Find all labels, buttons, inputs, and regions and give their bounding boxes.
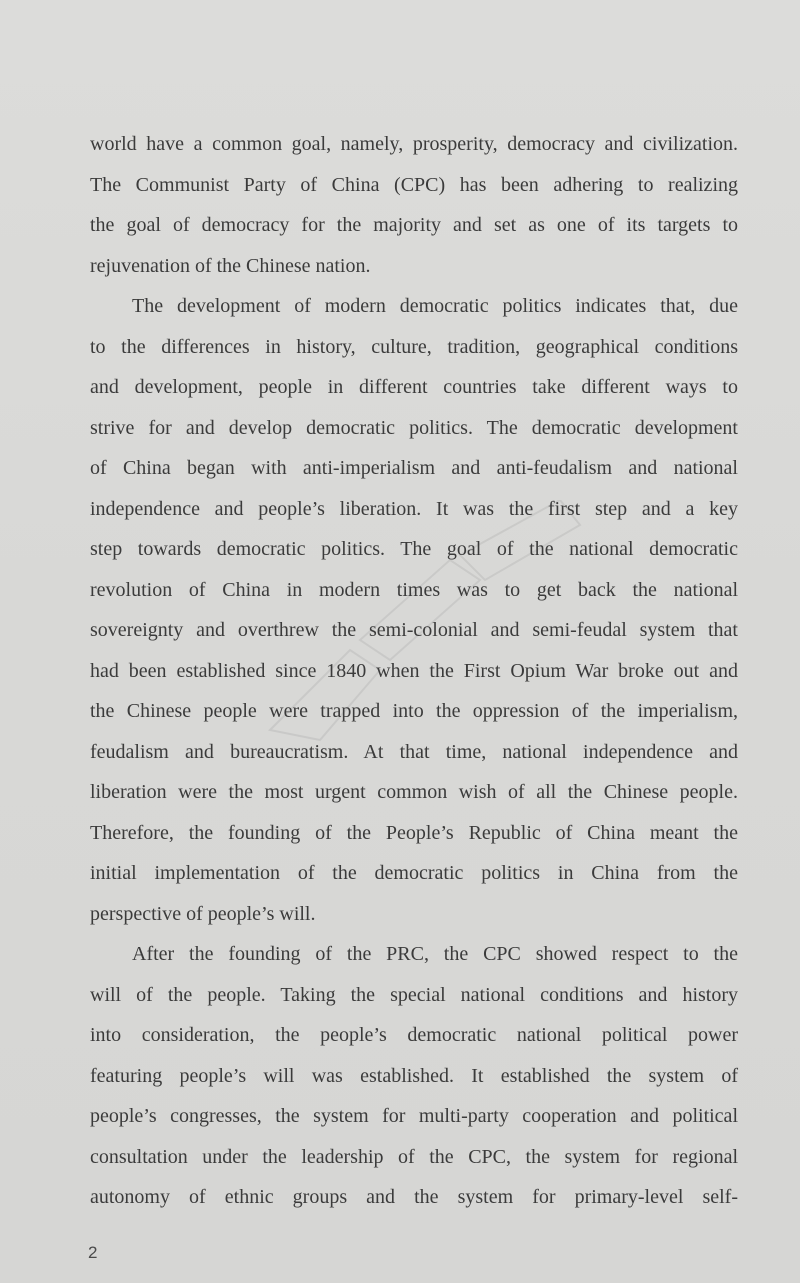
text-line: autonomy of ethnic groups and the system for primary-level self- xyxy=(90,1186,738,1208)
text-line: The Communist Party of China (CPC) has been adhering to realizing xyxy=(90,173,738,196)
text-line: strive for and develop democratic politics. The democratic development xyxy=(90,416,738,439)
text-line: to the differences in history, culture, tradition, geographical conditions xyxy=(90,335,738,358)
page-number: 2 xyxy=(88,1243,98,1262)
text-line: featuring people’s will was established. It established the system of xyxy=(90,1064,738,1087)
text-line: and development, people in different countries take different ways to xyxy=(90,376,738,398)
text-line: revolution of China in modern times was to get back the national xyxy=(90,578,738,601)
text-line: of China began with anti-imperialism and anti-feudalism and national xyxy=(90,457,738,479)
text-line: feudalism and bureaucratism. At that time, national independence and xyxy=(90,740,738,763)
text-line: The development of modern democratic politics indicates that, due xyxy=(132,295,738,317)
text-line: perspective of people’s will. xyxy=(90,902,316,925)
body-text xyxy=(90,124,738,1218)
text-line: After the founding of the PRC, the CPC showed respect to the xyxy=(132,943,738,965)
text-line: initial implementation of the democratic politics in China from the xyxy=(90,862,738,884)
text-line: Therefore, the founding of the People’s Republic of China meant the xyxy=(90,821,738,844)
text-line: the goal of democracy for the majority and set as one of its targets to xyxy=(90,214,738,236)
text-line: step towards democratic politics. The goal of the national democratic xyxy=(90,538,738,560)
text-line: into consideration, the people’s democratic national political power xyxy=(90,1024,738,1046)
text-line: liberation were the most urgent common wish of all the Chinese people. xyxy=(90,781,738,803)
text-line: world have a common goal, namely, prosperity, democracy and civilization. xyxy=(90,133,738,155)
text-line: independence and people’s liberation. It was the first step and a key xyxy=(90,497,738,520)
text-line: consultation under the leadership of the CPC, the system for regional xyxy=(90,1145,738,1168)
text-line: had been established since 1840 when the First Opium War broke out and xyxy=(90,659,738,682)
text-line: people’s congresses, the system for multi-party cooperation and political xyxy=(90,1105,738,1127)
paragraph-3 xyxy=(90,934,738,1218)
text-line: sovereignty and overthrew the semi-colonial and semi-feudal system that xyxy=(90,619,738,641)
text-line: the Chinese people were trapped into the oppression of the imperialism, xyxy=(90,700,738,722)
text-line: will of the people. Taking the special national conditions and history xyxy=(90,983,738,1006)
paragraph-1 xyxy=(90,124,738,286)
paragraph-2 xyxy=(90,286,738,934)
text-line: rejuvenation of the Chinese nation. xyxy=(90,254,371,277)
